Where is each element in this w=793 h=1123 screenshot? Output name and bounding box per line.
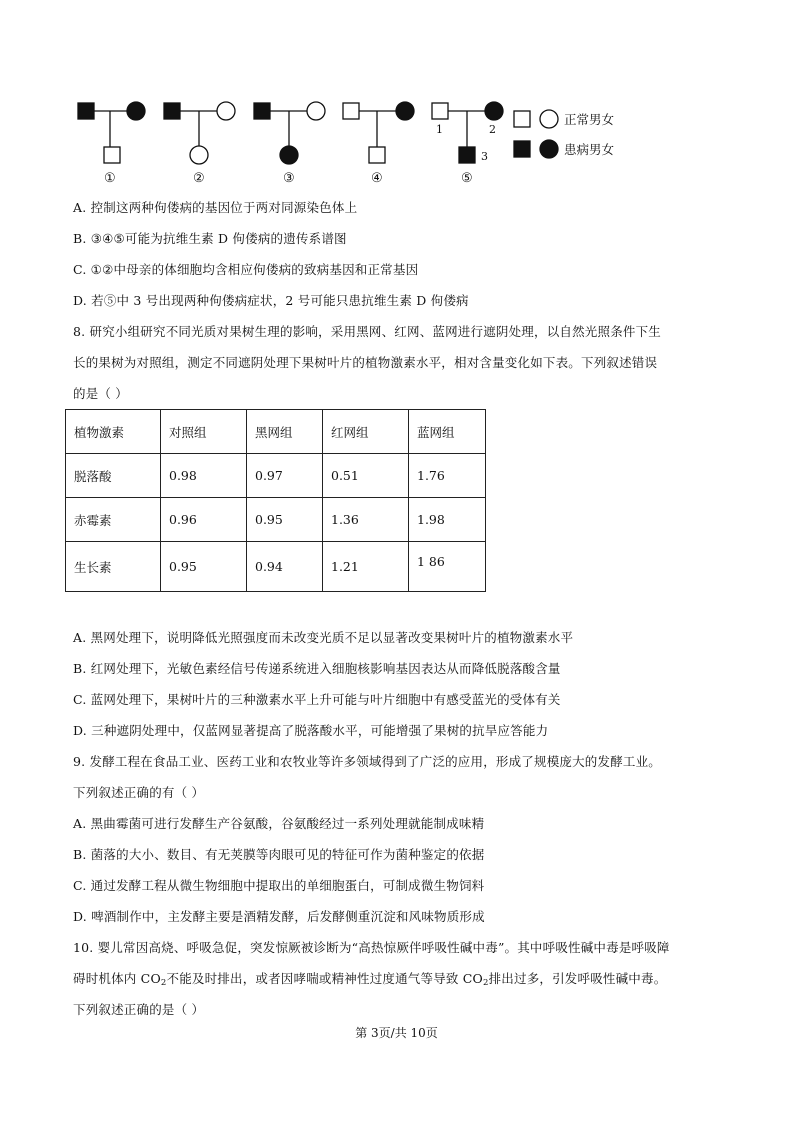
table-cell: 1.36	[323, 498, 409, 542]
q7-option-d: D. 若⑤中 3 号出现两种佝偻病症状，2 号可能只患抗维生素 D 佝偻病	[73, 293, 469, 308]
subscript-2: 2	[160, 978, 167, 988]
q7-option-b: B. ③④⑤可能为抗维生素 D 佝偻病的遗传系谱图	[73, 231, 347, 246]
q8-stem-line-2: 长的果树为对照组，测定不同遮阴处理下果树叶片的植物激素水平，相对含量变化如下表。下列叙述错误	[73, 355, 658, 370]
q8-option-d: D. 三种遮阴处理中，仅蓝网显著提高了脱落酸水平，可能增强了果树的抗旱应答能力	[73, 723, 549, 738]
q9-option-b: B. 菌落的大小、数目、有无荚膜等肉眼可见的特征可作为菌种鉴定的依据	[73, 847, 485, 862]
table-header-cell: 红网组	[323, 410, 409, 454]
normal-male-symbol	[343, 103, 359, 119]
table-cell: 1.98	[409, 498, 486, 542]
individual-number-1: 1	[436, 123, 443, 136]
affected-female-symbol	[127, 102, 145, 120]
q8-option-c: C. 蓝网处理下，果树叶片的三种激素水平上升可能与叶片细胞中有感受蓝光的受体有关	[73, 692, 561, 707]
pedigree-label-2: ②	[193, 171, 205, 186]
q9-stem-line-1: 9. 发酵工程在食品工业、医药工业和农牧业等许多领域得到了广泛的应用，形成了规模庞大的发酵工业。	[73, 754, 662, 769]
table-cell: 0.98	[161, 454, 247, 498]
normal-female-symbol	[190, 146, 208, 164]
q8-option-b: B. 红网处理下，光敏色素经信号传递系统进入细胞核影响基因表达从而降低脱落酸含量	[73, 661, 561, 676]
legend-affected-female-symbol	[540, 140, 558, 158]
q10-stem-line-2	[73, 971, 666, 991]
affected-male-symbol	[78, 103, 94, 119]
pedigree-legend	[514, 110, 558, 158]
table-cell: 0.97	[247, 454, 323, 498]
legend-affected-label: 患病男女	[564, 142, 615, 157]
table-cell: 赤霉素	[66, 498, 161, 542]
affected-female-symbol	[280, 146, 298, 164]
pedigree-family-1	[78, 102, 145, 163]
pedigree-family-2	[164, 102, 235, 164]
legend-normal-male-symbol	[514, 111, 530, 127]
normal-female-symbol	[217, 102, 235, 120]
affected-female-symbol	[396, 102, 414, 120]
legend-normal-female-symbol	[540, 110, 558, 128]
normal-male-symbol	[104, 147, 120, 163]
table-header-cell: 植物激素	[66, 410, 161, 454]
affected-male-symbol	[164, 103, 180, 119]
table-row	[66, 498, 486, 542]
pedigree-label-5: ⑤	[461, 171, 473, 186]
page-footer: 第 3页/共 10页	[355, 1026, 438, 1040]
q9-option-a: A. 黑曲霉菌可进行发酵生产谷氨酸，谷氨酸经过一系列处理就能制成味精	[73, 816, 485, 831]
affected-male-symbol	[459, 147, 475, 163]
table-cell: 0.96	[161, 498, 247, 542]
table-header-cell: 对照组	[161, 410, 247, 454]
table-cell: 0.95	[161, 542, 247, 592]
table-header-row	[66, 410, 486, 454]
pedigree-label-3: ③	[283, 171, 295, 186]
subscript-2: 2	[483, 978, 489, 988]
table-cell: 1.76	[409, 454, 486, 498]
normal-male-symbol	[369, 147, 385, 163]
table-cell: 1.21	[323, 542, 409, 592]
normal-female-symbol	[307, 102, 325, 120]
table-cell: 0.51	[323, 454, 409, 498]
q9-option-d: D. 啤酒制作中，主发酵主要是酒精发酵，后发酵侧重沉淀和风味物质形成	[73, 909, 485, 924]
pedigree-label-4: ④	[371, 171, 383, 186]
pedigree-diagram	[0, 0, 793, 200]
q8-stem-line-1: 8. 研究小组研究不同光质对果树生理的影响，采用黑网、红网、蓝网进行遮阴处理，以自然光照条件下生	[73, 324, 662, 339]
pedigree-family-4	[343, 102, 414, 163]
hormone-table	[65, 409, 486, 592]
q10-stem-line-3: 下列叙述正确的是（ ）	[73, 1002, 205, 1017]
q8-option-a: A. 黑网处理下，说明降低光照强度而未改变光质不足以显著改变果树叶片的植物激素水平	[73, 630, 574, 645]
table-row	[66, 454, 486, 498]
individual-number-3: 3	[481, 150, 488, 163]
individual-number-2: 2	[489, 123, 496, 136]
q10-text-part: 不能及时排出，或者因哮喘或精神性过度通气等导致 CO	[166, 971, 483, 986]
table-header-cell: 蓝网组	[409, 410, 486, 454]
pedigree-label-1: ①	[104, 171, 116, 186]
affected-female-symbol	[485, 102, 503, 120]
table-cell: 脱落酸	[66, 454, 161, 498]
q8-stem-line-3: 的是（ ）	[73, 386, 128, 401]
pedigree-family-3	[254, 102, 325, 164]
table-header-cell: 黑网组	[247, 410, 323, 454]
legend-affected-male-symbol	[514, 141, 530, 157]
q10-text-part: 碍时机体内 CO	[73, 971, 161, 986]
table-cell: 1 86	[409, 542, 486, 592]
legend-normal-label: 正常男女	[564, 112, 615, 127]
q10-text-part: 排出过多，引发呼吸性碱中毒。	[488, 971, 667, 986]
q9-stem-line-2: 下列叙述正确的有（ ）	[73, 785, 205, 800]
table-cell: 0.95	[247, 498, 323, 542]
q7-option-a: A. 控制这两种佝偻病的基因位于两对同源染色体上	[73, 200, 358, 215]
normal-male-symbol	[432, 103, 448, 119]
affected-male-symbol	[254, 103, 270, 119]
q7-option-c: C. ①②中母亲的体细胞均含相应佝偻病的致病基因和正常基因	[73, 262, 419, 277]
table-cell: 0.94	[247, 542, 323, 592]
q9-option-c: C. 通过发酵工程从微生物细胞中提取出的单细胞蛋白，可制成微生物饲料	[73, 878, 485, 893]
table-cell: 生长素	[66, 542, 161, 592]
table-row	[66, 542, 486, 592]
q10-stem-line-1: 10. 婴儿常因高烧、呼吸急促，突发惊厥被诊断为“高热惊厥伴呼吸性碱中毒”。其中呼吸性碱中毒是呼吸障	[73, 940, 670, 955]
